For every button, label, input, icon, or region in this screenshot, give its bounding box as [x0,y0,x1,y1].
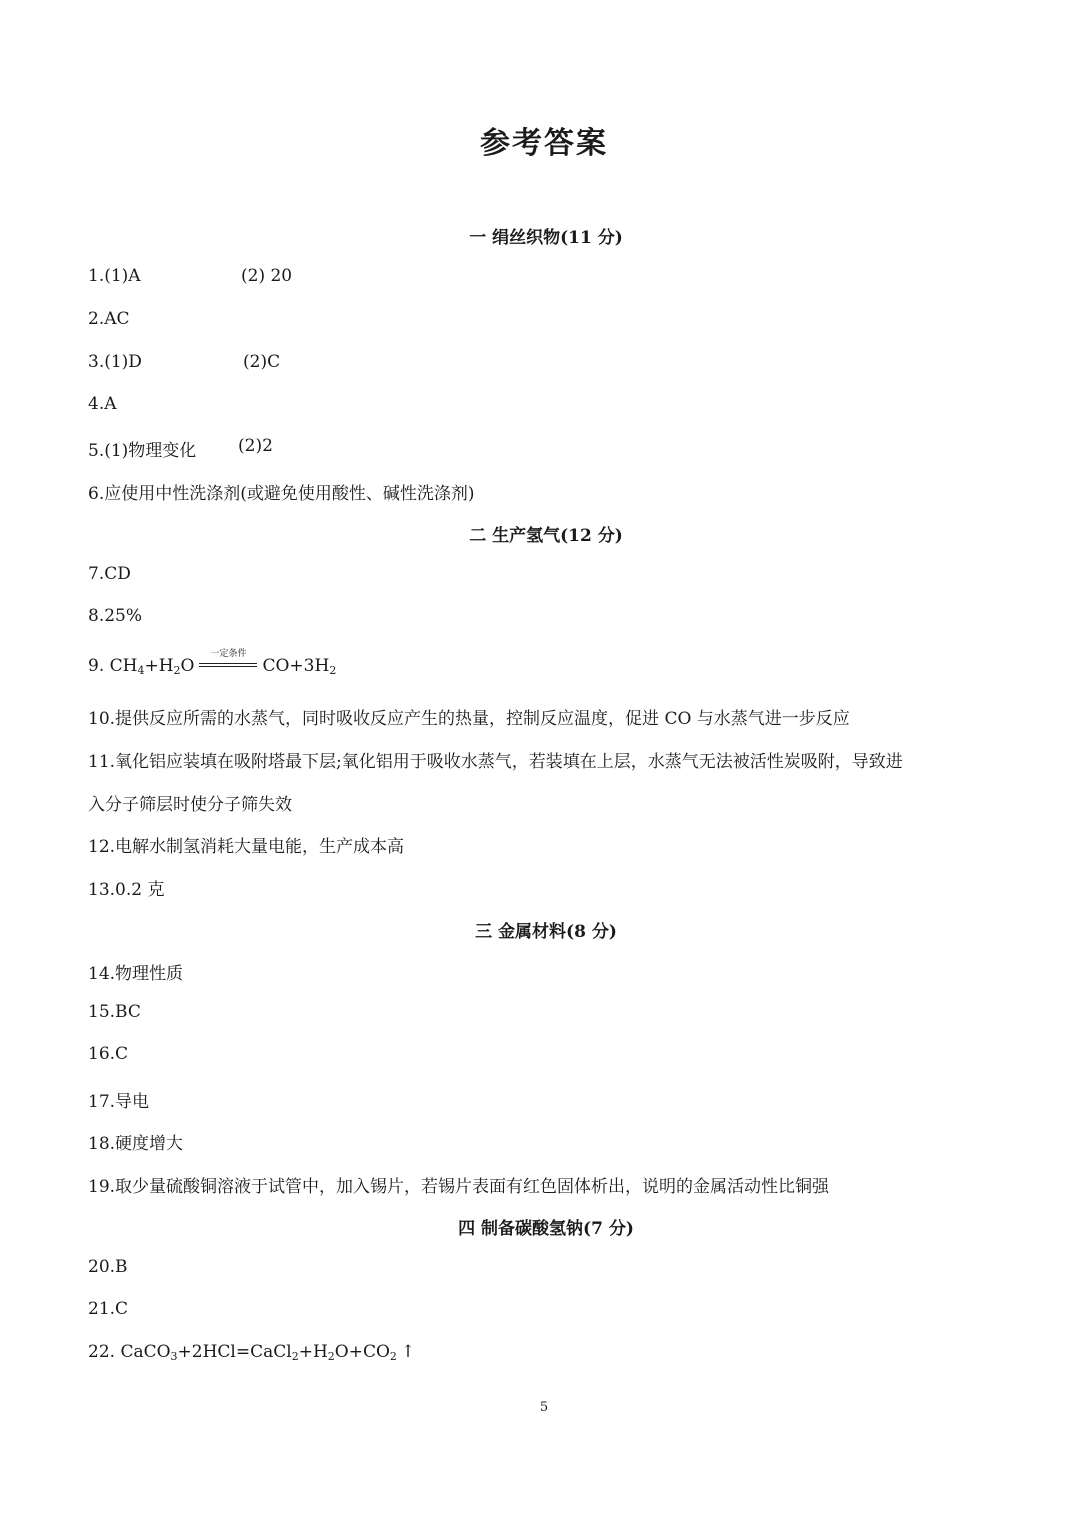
answer-22-equation [88,1342,415,1362]
page-number: 5 [539,1400,549,1415]
answer-18: 18.硬度增大 [88,1134,184,1154]
answer-20: 20.B [88,1257,128,1277]
answer-11-line-1: 11.氧化铝应装填在吸附塔最下层;氧化铝用于吸收水蒸气，若装填在上层，水蒸气无法被活性炭吸附，导致进 [88,752,903,772]
answer-3 [88,352,281,372]
section-heading-1: 一 绢丝织物(11 分) [469,228,623,248]
eq-subscript: 4 [137,664,145,677]
reaction-condition-label: 一定条件 [210,649,247,659]
answer-8: 8.25% [88,606,143,626]
eq-subscript: 2 [173,664,181,677]
eq-term: +2HCl=CaCl [177,1342,292,1362]
answer-9-equation [88,649,337,677]
answer-6: 6.应使用中性洗涤剂(或避免使用酸性、碱性洗涤剂) [88,484,475,504]
answer-14: 14.物理性质 [88,964,184,984]
answer-15: 15.BC [88,1002,141,1022]
eq-term: +H [144,656,174,676]
answer-1 [88,266,293,286]
eq-subscript: 3 [170,1350,178,1363]
answer-2: 2.AC [88,309,130,329]
answer-10: 10.提供反应所需的水蒸气，同时吸收反应产生的热量，控制反应温度，促进 CO 与水蒸气进一步反应 [88,709,850,729]
eq-subscript: 2 [327,1350,335,1363]
eq-term: O+CO [334,1342,390,1362]
eq-term: CO+3H [262,656,330,676]
reaction-condition-equals [197,649,259,675]
eq-subscript: 2 [329,664,337,677]
answer-13: 13.0.2 克 [88,880,165,900]
section-heading-2: 二 生产氢气(12 分) [469,526,623,546]
answer-11-line-2: 入分子筛层时使分子筛失效 [88,795,292,815]
eq-term: 22. CaCO [88,1342,171,1362]
answer-5-part-2: (2)2 [238,436,273,456]
answer-4: 4.A [88,394,117,414]
answer-5-part-1: 5.(1)物理变化 [88,441,197,461]
answer-3-part-2: (2)C [243,352,281,372]
answer-17: 17.导电 [88,1092,150,1112]
answer-7: 7.CD [88,564,131,584]
answer-21: 21.C [88,1299,129,1319]
gas-arrow-icon: ↑ [400,1342,416,1362]
answer-12: 12.电解水制氢消耗大量电能，生产成本高 [88,837,405,857]
page-title: 参考答案 [480,126,608,161]
eq-subscript: 2 [291,1350,299,1363]
answer-3-part-1: 3.(1)D [88,352,142,372]
eq-subscript: 2 [389,1350,397,1363]
answer-1-part-1: 1.(1)A [88,266,141,286]
eq-term: +H [298,1342,328,1362]
eq-term: 9. CH [88,656,138,676]
answer-5 [88,436,273,461]
section-heading-3: 三 金属材料(8 分) [475,922,617,942]
answer-16: 16.C [88,1044,129,1064]
eq-term: O [180,656,195,676]
answer-19: 19.取少量硫酸铜溶液于试管中，加入锡片，若锡片表面有红色固体析出，说明的金属活动性比铜强 [88,1177,830,1197]
answer-1-part-2: (2) 20 [241,266,293,286]
section-heading-4: 四 制备碳酸氢钠(7 分) [458,1219,634,1239]
